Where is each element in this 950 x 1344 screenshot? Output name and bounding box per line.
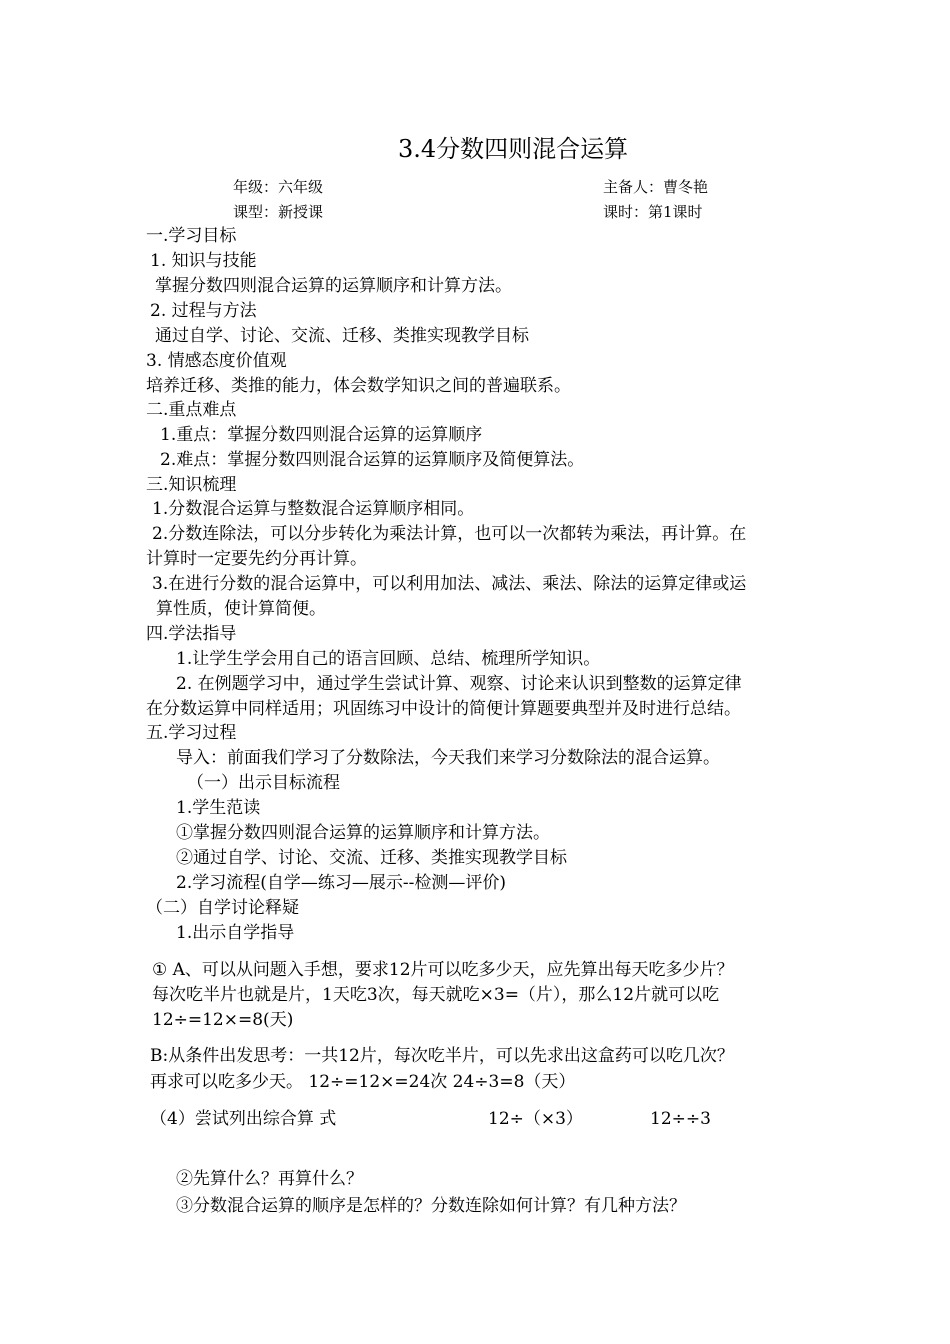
paragraph-line: 1.学生范读 [176, 798, 261, 818]
paragraph-line: ②通过自学、讨论、交流、迁移、类推实现教学目标 [176, 848, 567, 868]
paragraph-line: 12÷=12×=8(天) [152, 1010, 294, 1030]
paragraph-line: ① A、可以从问题入手想，要求12片可以吃多少天，应先算出每天吃多少片？ [152, 960, 734, 980]
paragraph-line: 2. 在例题学习中，通过学生尝试计算、观察、讨论来认识到整数的运算定律 [176, 674, 742, 694]
paragraph-line: B:从条件出发思考：一共12片，每次吃半片，可以先求出这盒药可以吃几次？ [150, 1046, 734, 1066]
paragraph-line: 计算时一定要先约分再计算。 [146, 549, 367, 569]
lesson-type-info: 课型：新授课 [233, 203, 324, 221]
paragraph-line: 1.重点：掌握分数四则混合运算的运算顺序 [160, 425, 483, 445]
paragraph-line: 2.学习流程(自学—练习—展示--检测—评价) [176, 873, 506, 893]
preparer-info: 主备人：曹冬艳 [603, 178, 709, 196]
section-heading: 三.知识梳理 [146, 475, 237, 495]
paragraph-line: （4）尝试列出综合算 式 [150, 1109, 337, 1129]
grade-info: 年级：六年级 [233, 178, 324, 196]
math-expression: 12÷÷3 [650, 1109, 711, 1129]
subsection-heading: （一）出示目标流程 [187, 773, 340, 793]
subsection-heading: 3. 情感态度价值观 [146, 351, 287, 371]
section-heading: 五.学习过程 [146, 723, 237, 743]
paragraph-line: 1.分数混合运算与整数混合运算顺序相同。 [152, 499, 475, 519]
math-expression: 12÷（×3） [488, 1109, 583, 1129]
paragraph-line: ①掌握分数四则混合运算的运算顺序和计算方法。 [176, 823, 550, 843]
subsection-heading: 1. 知识与技能 [150, 251, 257, 271]
section-heading: 二.重点难点 [146, 400, 237, 420]
period-info: 课时：第1课时 [603, 203, 703, 221]
section-heading: 四.学法指导 [146, 624, 237, 644]
paragraph-line: 通过自学、讨论、交流、迁移、类推实现教学目标 [155, 326, 529, 346]
paragraph-line: 每次吃半片也就是片，1天吃3次，每天就吃×3=（片），那么12片就可以吃 [152, 985, 720, 1005]
paragraph-line: ③分数混合运算的顺序是怎样的？分数连除如何计算？有几种方法？ [176, 1196, 686, 1216]
paragraph-line: ②先算什么？再算什么？ [176, 1169, 363, 1189]
paragraph-line: 2.分数连除法，可以分步转化为乘法计算，也可以一次都转为乘法，再计算。在 [152, 524, 747, 544]
subsection-heading: （二）自学讨论释疑 [146, 898, 299, 918]
document-title: 3.4分数四则混合运算 [398, 135, 629, 163]
section-heading: 一.学习目标 [146, 226, 237, 246]
paragraph-line: 在分数运算中同样适用；巩固练习中设计的简便计算题要典型并及时进行总结。 [146, 699, 741, 719]
subsection-heading: 2. 过程与方法 [150, 301, 257, 321]
paragraph-line: 1.出示自学指导 [176, 923, 295, 943]
paragraph-line: 培养迁移、类推的能力，体会数学知识之间的普遍联系。 [146, 376, 571, 396]
paragraph-line: 2.难点：掌握分数四则混合运算的运算顺序及简便算法。 [160, 450, 585, 470]
paragraph-line: 3.在进行分数的混合运算中，可以利用加法、减法、乘法、除法的运算定律或运 [152, 574, 747, 594]
paragraph-line: 1.让学生学会用自己的语言回顾、总结、梳理所学知识。 [176, 649, 601, 669]
paragraph-line: 算性质，使计算简便。 [156, 599, 326, 619]
paragraph-line: 导入：前面我们学习了分数除法，今天我们来学习分数除法的混合运算。 [176, 748, 720, 768]
paragraph-line: 再求可以吃多少天。 12÷=12×=24次 24÷3=8（天） [150, 1072, 576, 1092]
paragraph-line: 掌握分数四则混合运算的运算顺序和计算方法。 [155, 276, 512, 296]
